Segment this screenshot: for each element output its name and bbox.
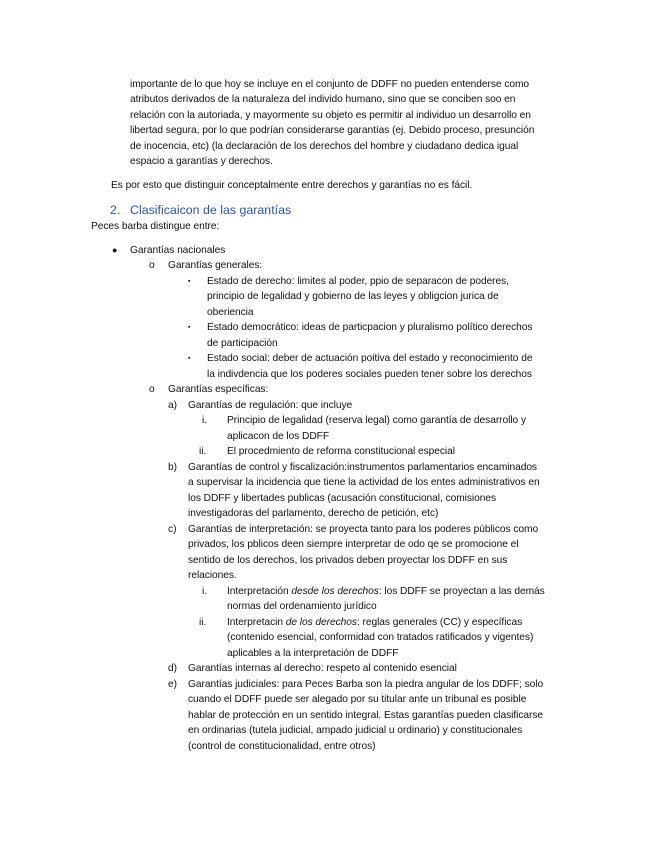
especificas-c-ii-pre: Interpretacin bbox=[227, 617, 286, 628]
intro-line: libertad segura, por lo que podrían considerarse garantías (ej. Debido proceso, presunción bbox=[130, 125, 535, 136]
generales-item-line: principio de legalidad y gobierno de las leyes y obligcion jurica de bbox=[207, 291, 499, 302]
especificas-e-line: en ordinarias (tutela judicial, ampado judicial u ordinario) y constitucionales bbox=[188, 725, 523, 736]
especificas-e-line: hablar de protección en un sentido integral. Estas garantías pueden clasificarse bbox=[188, 710, 544, 721]
especificas-c-ii-line3: aplicables a la interpretación de DDFF bbox=[227, 648, 399, 659]
letter-marker-e: e) bbox=[168, 679, 178, 690]
especificas-d: Garantías internas al derecho: respeto al contenido esencial bbox=[188, 663, 457, 674]
generales-item-line: la indivdencia que los poderes sociales pueden tener sobre los derechos bbox=[207, 369, 532, 380]
especificas-e-line: cuando el DDFF puede ser alegado por su titular ante un tribunal es posible bbox=[188, 694, 527, 705]
section-lead: Peces barba distingue entre: bbox=[91, 221, 220, 232]
especificas-c-line: Garantías de interpretación: se proyecta tanto para los poderes públicos como bbox=[188, 524, 539, 535]
section-heading bbox=[110, 202, 291, 218]
intro-line: atributos derivados de la naturaleza del individo humano, sino que se conciben soo en bbox=[130, 94, 516, 105]
section-title: Clasificaicon de las garantías bbox=[130, 203, 292, 217]
roman-marker-i: i. bbox=[202, 415, 208, 426]
especificas-b-line: Garantías de control y fiscalización:instrumentos parlamentarios encaminados bbox=[188, 462, 537, 473]
especificas-e-line: (control de constitucionalidad, entre otros) bbox=[188, 741, 376, 752]
roman-marker-ii: ii. bbox=[199, 617, 207, 628]
square-marker: ▪ bbox=[188, 355, 191, 362]
especificas-c-line: privados, los pblicos deen siempre interpretar de odo qe se promocione el bbox=[188, 539, 519, 550]
intro-line: de inocencia, etc) (la declaración de los derechos del hombre y ciudadano dedica igual bbox=[130, 141, 519, 152]
especificas-c-ii-em: de los derechos bbox=[285, 617, 357, 628]
letter-marker-b: b) bbox=[168, 462, 178, 473]
especificas-c-i-post: : los DDFF se proyectan a las demás bbox=[378, 586, 545, 597]
generales-item-line: Estado de derecho: limites al poder, ppio de separacon de poderes, bbox=[207, 276, 509, 287]
generales-label: Garantías generales: bbox=[168, 260, 263, 271]
especificas-a-ii: El procedmiento de reforma constitucional especial bbox=[227, 446, 455, 457]
letter-marker-d: d) bbox=[168, 663, 178, 674]
especificas-c-ii-line2: (contenido esencial, conformidad con tratados ratificados y vigentes) bbox=[227, 632, 534, 643]
letter-marker-a: a) bbox=[168, 400, 178, 411]
especificas-c-i-pre: Interpretación bbox=[227, 586, 292, 597]
generales-item-line: de participación bbox=[207, 338, 278, 349]
intro-line: espacio a garantías y derechos. bbox=[130, 156, 273, 167]
roman-marker-i: i. bbox=[202, 586, 208, 597]
generales-item-line: oberiencia bbox=[207, 307, 254, 318]
intro-line: importante de lo que hoy se incluye en el conjunto de DDFF no pueden entenderse como bbox=[130, 79, 530, 90]
especificas-a-label: Garantías de regulación: que incluye bbox=[188, 400, 353, 411]
especificas-a-i-line: aplicacon de los DDFF bbox=[227, 431, 329, 442]
especificas-a-i-line: Principio de legalidad (reserva legal) como garantía de desarrollo y bbox=[227, 415, 526, 426]
especificas-b-line: a supervisar la incidencia que tiene la actividad de los entes administrativos en bbox=[188, 477, 540, 488]
bullet-marker: ● bbox=[112, 245, 118, 255]
especificas-c-line: relaciones. bbox=[188, 570, 237, 581]
especificas-c-ii-post: : reglas generales (CC) y específicas bbox=[356, 617, 523, 628]
generales-item-line: Estado social: deber de actuación poitiva del estado y reconocimiento de bbox=[207, 353, 533, 364]
section-number: 2. bbox=[110, 203, 121, 217]
generales-item-line: Estado democrático: ideas de particpacion y pluralismo político derechos bbox=[207, 322, 533, 333]
roman-marker-ii: ii. bbox=[199, 446, 207, 457]
square-marker: ▪ bbox=[188, 278, 191, 285]
especificas-b-line: los DDFF y libertades publicas (acusación constitucional, comisiones bbox=[188, 493, 497, 504]
especificas-c-ii-line bbox=[227, 615, 522, 631]
square-marker: ▪ bbox=[188, 324, 191, 331]
circle-marker: o bbox=[149, 260, 155, 271]
intro-summary: Es por esto que distinguir conceptalmente entre derechos y garantías no es fácil. bbox=[111, 180, 473, 191]
letter-marker-c: c) bbox=[168, 524, 177, 535]
especificas-label: Garantías específicas: bbox=[168, 384, 269, 395]
especificas-c-i-line bbox=[227, 584, 545, 600]
nacionales-label: Garantías nacionales bbox=[130, 245, 226, 256]
especificas-c-i-em: desde los derechos bbox=[291, 586, 379, 597]
especificas-c-line: sentido de los derechos, los privados deben proyectar los DDFF en sus bbox=[188, 555, 508, 566]
especificas-b-line: investigadoras del parlamento, derecho de petición, etc) bbox=[188, 508, 439, 519]
especificas-c-i-line2: normas del ordenamiento jurídico bbox=[227, 601, 377, 612]
intro-line: relación con la autoriada, y mayormente su objeto es permitir al individuo un desarrollo en bbox=[130, 110, 531, 121]
circle-marker: o bbox=[149, 384, 155, 395]
especificas-e-line: Garantías judiciales: para Peces Barba son la piedra angular de los DDFF; solo bbox=[188, 679, 544, 690]
